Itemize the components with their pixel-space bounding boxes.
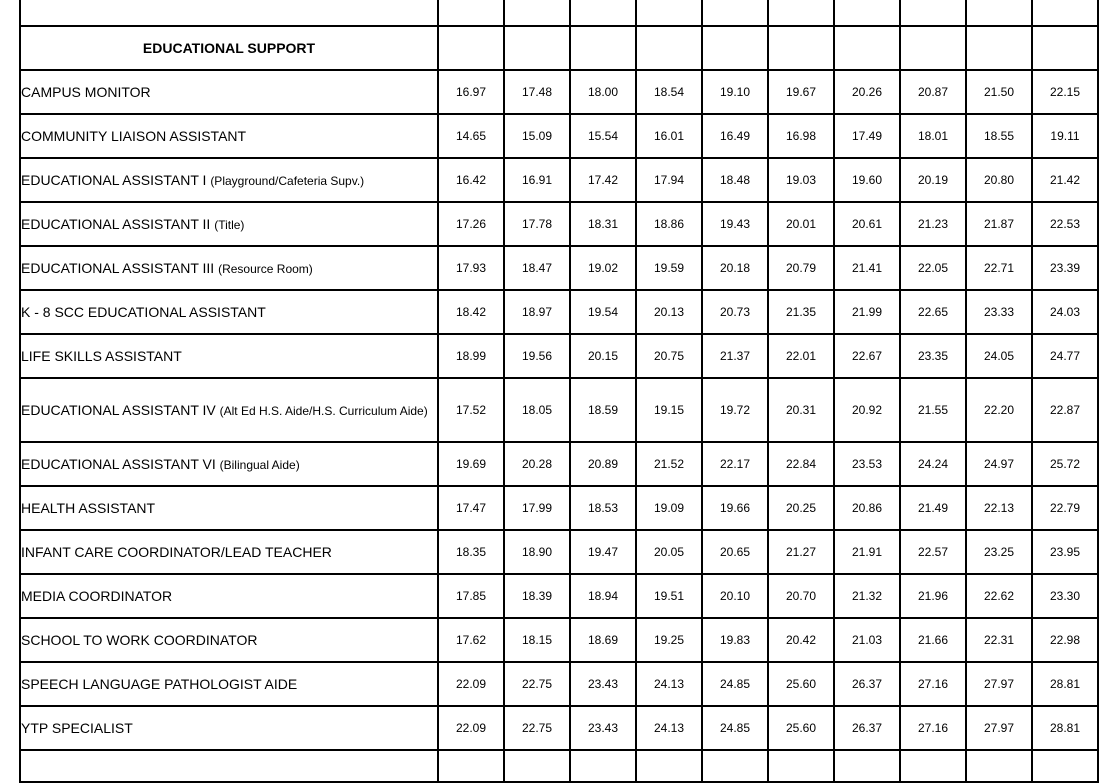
rate-cell: 22.67 bbox=[834, 334, 900, 378]
rate-cell: 21.50 bbox=[966, 70, 1032, 114]
rate-cell: 17.78 bbox=[504, 202, 570, 246]
rate-cell: 16.97 bbox=[438, 70, 504, 114]
rate-cell: 24.03 bbox=[1032, 290, 1098, 334]
section-title: EDUCATIONAL SUPPORT bbox=[20, 26, 438, 70]
blank-cell bbox=[702, 0, 768, 26]
blank-cell bbox=[1032, 750, 1098, 782]
rate-cell: 18.99 bbox=[438, 334, 504, 378]
rate-cell: 19.02 bbox=[570, 246, 636, 290]
position-title bbox=[20, 530, 438, 574]
rate-cell: 17.49 bbox=[834, 114, 900, 158]
blank-cell bbox=[834, 0, 900, 26]
rate-cell: 20.87 bbox=[900, 70, 966, 114]
rate-cell: 25.60 bbox=[768, 706, 834, 750]
rate-cell: 17.52 bbox=[438, 378, 504, 442]
rate-cell: 18.00 bbox=[570, 70, 636, 114]
position-title bbox=[20, 290, 438, 334]
rate-cell: 20.89 bbox=[570, 442, 636, 486]
rate-cell: 18.01 bbox=[900, 114, 966, 158]
rate-cell: 19.51 bbox=[636, 574, 702, 618]
rate-cell: 21.41 bbox=[834, 246, 900, 290]
position-name: CAMPUS MONITOR bbox=[21, 84, 151, 100]
rate-cell: 18.05 bbox=[504, 378, 570, 442]
rate-cell: 22.84 bbox=[768, 442, 834, 486]
position-note: (Title) bbox=[214, 217, 245, 232]
spacer-row-bottom bbox=[20, 750, 1098, 782]
blank-cell bbox=[900, 26, 966, 70]
rate-cell: 23.25 bbox=[966, 530, 1032, 574]
rate-cell: 22.71 bbox=[966, 246, 1032, 290]
rate-cell: 19.60 bbox=[834, 158, 900, 202]
rate-cell: 26.37 bbox=[834, 662, 900, 706]
blank-cell bbox=[570, 750, 636, 782]
rate-cell: 18.69 bbox=[570, 618, 636, 662]
rate-cell: 19.09 bbox=[636, 486, 702, 530]
blank-cell bbox=[966, 0, 1032, 26]
rate-cell: 22.09 bbox=[438, 662, 504, 706]
rate-cell: 18.15 bbox=[504, 618, 570, 662]
position-title bbox=[20, 246, 438, 290]
rate-cell: 27.16 bbox=[900, 706, 966, 750]
position-title bbox=[20, 442, 438, 486]
rate-cell: 21.52 bbox=[636, 442, 702, 486]
position-title bbox=[20, 618, 438, 662]
rate-cell: 19.56 bbox=[504, 334, 570, 378]
position-title bbox=[20, 662, 438, 706]
rate-cell: 22.13 bbox=[966, 486, 1032, 530]
table-row bbox=[20, 378, 1098, 442]
salary-schedule-sheet bbox=[19, 0, 1099, 783]
rate-cell: 21.87 bbox=[966, 202, 1032, 246]
rate-cell: 21.37 bbox=[702, 334, 768, 378]
position-title bbox=[20, 70, 438, 114]
blank-cell bbox=[768, 0, 834, 26]
blank-cell bbox=[636, 0, 702, 26]
table-row bbox=[20, 202, 1098, 246]
blank-cell bbox=[768, 26, 834, 70]
rate-cell: 19.03 bbox=[768, 158, 834, 202]
rate-cell: 15.09 bbox=[504, 114, 570, 158]
rate-cell: 17.26 bbox=[438, 202, 504, 246]
section-header-row bbox=[20, 26, 1098, 70]
table-row bbox=[20, 70, 1098, 114]
rate-cell: 23.30 bbox=[1032, 574, 1098, 618]
rate-cell: 25.60 bbox=[768, 662, 834, 706]
rate-cell: 17.85 bbox=[438, 574, 504, 618]
rate-cell: 22.20 bbox=[966, 378, 1032, 442]
rate-cell: 20.25 bbox=[768, 486, 834, 530]
rate-cell: 17.42 bbox=[570, 158, 636, 202]
rate-cell: 21.23 bbox=[900, 202, 966, 246]
rate-cell: 20.86 bbox=[834, 486, 900, 530]
position-note: (Alt Ed H.S. Aide/H.S. Curriculum Aide) bbox=[219, 403, 428, 418]
rate-cell: 21.66 bbox=[900, 618, 966, 662]
blank-cell bbox=[702, 26, 768, 70]
rate-cell: 21.03 bbox=[834, 618, 900, 662]
blank-cell bbox=[768, 750, 834, 782]
rate-cell: 20.18 bbox=[702, 246, 768, 290]
rate-cell: 19.11 bbox=[1032, 114, 1098, 158]
blank-cell bbox=[570, 0, 636, 26]
rate-cell: 23.53 bbox=[834, 442, 900, 486]
position-name: EDUCATIONAL ASSISTANT IV bbox=[21, 401, 220, 418]
position-name: MEDIA COORDINATOR bbox=[21, 588, 173, 604]
rate-cell: 22.65 bbox=[900, 290, 966, 334]
position-title bbox=[20, 574, 438, 618]
rate-cell: 22.98 bbox=[1032, 618, 1098, 662]
position-name: INFANT CARE COORDINATOR/LEAD TEACHER bbox=[21, 544, 332, 560]
table-row bbox=[20, 442, 1098, 486]
blank-cell bbox=[900, 750, 966, 782]
position-name: K - 8 SCC EDUCATIONAL ASSISTANT bbox=[21, 304, 266, 320]
blank-cell bbox=[438, 26, 504, 70]
rate-cell: 22.57 bbox=[900, 530, 966, 574]
rate-cell: 23.43 bbox=[570, 706, 636, 750]
position-title bbox=[20, 202, 438, 246]
position-name: COMMUNITY LIAISON ASSISTANT bbox=[21, 128, 247, 144]
rate-cell: 20.01 bbox=[768, 202, 834, 246]
position-name: EDUCATIONAL ASSISTANT III bbox=[21, 259, 219, 276]
rate-cell: 22.87 bbox=[1032, 378, 1098, 442]
rate-cell: 24.13 bbox=[636, 662, 702, 706]
rate-cell: 16.01 bbox=[636, 114, 702, 158]
rate-cell: 18.54 bbox=[636, 70, 702, 114]
rate-cell: 20.75 bbox=[636, 334, 702, 378]
rate-cell: 21.35 bbox=[768, 290, 834, 334]
blank-cell bbox=[504, 0, 570, 26]
spacer-row-top bbox=[20, 0, 1098, 26]
rate-cell: 16.49 bbox=[702, 114, 768, 158]
rate-cell: 19.47 bbox=[570, 530, 636, 574]
rate-cell: 20.42 bbox=[768, 618, 834, 662]
rate-cell: 17.62 bbox=[438, 618, 504, 662]
rate-cell: 18.35 bbox=[438, 530, 504, 574]
blank-cell bbox=[20, 750, 438, 782]
table-row bbox=[20, 486, 1098, 530]
position-name: YTP SPECIALIST bbox=[21, 720, 133, 736]
rate-cell: 22.75 bbox=[504, 662, 570, 706]
position-note: (Bilingual Aide) bbox=[219, 457, 300, 472]
position-title bbox=[20, 334, 438, 378]
rate-cell: 20.73 bbox=[702, 290, 768, 334]
rate-cell: 21.49 bbox=[900, 486, 966, 530]
blank-cell bbox=[966, 26, 1032, 70]
rate-cell: 21.99 bbox=[834, 290, 900, 334]
position-title bbox=[20, 378, 438, 442]
rate-cell: 19.10 bbox=[702, 70, 768, 114]
rate-cell: 19.69 bbox=[438, 442, 504, 486]
rate-cell: 18.90 bbox=[504, 530, 570, 574]
table-row bbox=[20, 618, 1098, 662]
rate-cell: 20.15 bbox=[570, 334, 636, 378]
rate-cell: 20.79 bbox=[768, 246, 834, 290]
rate-cell: 23.35 bbox=[900, 334, 966, 378]
rate-cell: 18.97 bbox=[504, 290, 570, 334]
rate-cell: 21.91 bbox=[834, 530, 900, 574]
rate-cell: 20.92 bbox=[834, 378, 900, 442]
rate-cell: 16.91 bbox=[504, 158, 570, 202]
rate-cell: 17.48 bbox=[504, 70, 570, 114]
rate-cell: 18.86 bbox=[636, 202, 702, 246]
rate-cell: 21.27 bbox=[768, 530, 834, 574]
rate-cell: 27.16 bbox=[900, 662, 966, 706]
rate-cell: 24.77 bbox=[1032, 334, 1098, 378]
rate-cell: 20.80 bbox=[966, 158, 1032, 202]
position-title bbox=[20, 486, 438, 530]
blank-cell bbox=[1032, 0, 1098, 26]
rate-cell: 19.66 bbox=[702, 486, 768, 530]
rate-cell: 20.70 bbox=[768, 574, 834, 618]
rate-cell: 19.83 bbox=[702, 618, 768, 662]
rate-cell: 19.54 bbox=[570, 290, 636, 334]
rate-cell: 27.97 bbox=[966, 706, 1032, 750]
table-row bbox=[20, 530, 1098, 574]
rate-cell: 19.72 bbox=[702, 378, 768, 442]
rate-cell: 17.47 bbox=[438, 486, 504, 530]
rate-cell: 23.43 bbox=[570, 662, 636, 706]
rate-cell: 19.59 bbox=[636, 246, 702, 290]
rate-cell: 16.98 bbox=[768, 114, 834, 158]
position-title bbox=[20, 158, 438, 202]
rate-cell: 20.10 bbox=[702, 574, 768, 618]
rate-cell: 22.05 bbox=[900, 246, 966, 290]
position-name: EDUCATIONAL ASSISTANT I bbox=[21, 171, 211, 188]
rate-cell: 18.31 bbox=[570, 202, 636, 246]
rate-cell: 18.94 bbox=[570, 574, 636, 618]
table-body bbox=[20, 0, 1098, 782]
rate-cell: 23.39 bbox=[1032, 246, 1098, 290]
rate-cell: 18.55 bbox=[966, 114, 1032, 158]
rate-cell: 22.75 bbox=[504, 706, 570, 750]
position-name: SPEECH LANGUAGE PATHOLOGIST AIDE bbox=[21, 676, 298, 692]
salary-table bbox=[19, 0, 1099, 783]
rate-cell: 19.15 bbox=[636, 378, 702, 442]
rate-cell: 22.09 bbox=[438, 706, 504, 750]
rate-cell: 27.97 bbox=[966, 662, 1032, 706]
rate-cell: 19.67 bbox=[768, 70, 834, 114]
blank-cell bbox=[438, 750, 504, 782]
rate-cell: 18.48 bbox=[702, 158, 768, 202]
rate-cell: 23.95 bbox=[1032, 530, 1098, 574]
position-note: (Playground/Cafeteria Supv.) bbox=[210, 173, 365, 188]
rate-cell: 24.97 bbox=[966, 442, 1032, 486]
rate-cell: 22.62 bbox=[966, 574, 1032, 618]
blank-cell bbox=[636, 26, 702, 70]
rate-cell: 20.05 bbox=[636, 530, 702, 574]
blank-cell bbox=[1032, 26, 1098, 70]
rate-cell: 19.43 bbox=[702, 202, 768, 246]
blank-cell bbox=[504, 750, 570, 782]
rate-cell: 20.26 bbox=[834, 70, 900, 114]
blank-cell bbox=[504, 26, 570, 70]
table-row bbox=[20, 114, 1098, 158]
rate-cell: 20.13 bbox=[636, 290, 702, 334]
position-note: (Resource Room) bbox=[218, 261, 313, 276]
rate-cell: 18.53 bbox=[570, 486, 636, 530]
rate-cell: 19.25 bbox=[636, 618, 702, 662]
blank-cell bbox=[636, 750, 702, 782]
position-name: EDUCATIONAL ASSISTANT II bbox=[21, 215, 215, 232]
blank-cell bbox=[834, 750, 900, 782]
position-name: SCHOOL TO WORK COORDINATOR bbox=[21, 632, 258, 648]
rate-cell: 22.01 bbox=[768, 334, 834, 378]
rate-cell: 20.31 bbox=[768, 378, 834, 442]
rate-cell: 20.19 bbox=[900, 158, 966, 202]
rate-cell: 17.94 bbox=[636, 158, 702, 202]
position-title bbox=[20, 706, 438, 750]
rate-cell: 22.15 bbox=[1032, 70, 1098, 114]
rate-cell: 22.79 bbox=[1032, 486, 1098, 530]
blank-cell bbox=[834, 26, 900, 70]
blank-cell bbox=[702, 750, 768, 782]
rate-cell: 21.55 bbox=[900, 378, 966, 442]
table-row bbox=[20, 706, 1098, 750]
position-name: LIFE SKILLS ASSISTANT bbox=[21, 348, 182, 364]
rate-cell: 18.59 bbox=[570, 378, 636, 442]
rate-cell: 16.42 bbox=[438, 158, 504, 202]
rate-cell: 28.81 bbox=[1032, 662, 1098, 706]
table-row bbox=[20, 246, 1098, 290]
rate-cell: 21.32 bbox=[834, 574, 900, 618]
table-row bbox=[20, 334, 1098, 378]
rate-cell: 20.61 bbox=[834, 202, 900, 246]
rate-cell: 20.65 bbox=[702, 530, 768, 574]
rate-cell: 24.85 bbox=[702, 662, 768, 706]
blank-cell bbox=[900, 0, 966, 26]
position-name: EDUCATIONAL ASSISTANT VI bbox=[21, 455, 220, 472]
blank-cell bbox=[966, 750, 1032, 782]
rate-cell: 22.53 bbox=[1032, 202, 1098, 246]
rate-cell: 24.85 bbox=[702, 706, 768, 750]
table-row bbox=[20, 290, 1098, 334]
table-row bbox=[20, 662, 1098, 706]
rate-cell: 25.72 bbox=[1032, 442, 1098, 486]
rate-cell: 21.42 bbox=[1032, 158, 1098, 202]
rate-cell: 24.13 bbox=[636, 706, 702, 750]
blank-cell bbox=[20, 0, 438, 26]
table-row bbox=[20, 158, 1098, 202]
position-name: HEALTH ASSISTANT bbox=[21, 500, 156, 516]
table-row bbox=[20, 574, 1098, 618]
rate-cell: 24.05 bbox=[966, 334, 1032, 378]
rate-cell: 15.54 bbox=[570, 114, 636, 158]
rate-cell: 17.93 bbox=[438, 246, 504, 290]
blank-cell bbox=[438, 0, 504, 26]
rate-cell: 18.39 bbox=[504, 574, 570, 618]
rate-cell: 22.17 bbox=[702, 442, 768, 486]
rate-cell: 23.33 bbox=[966, 290, 1032, 334]
rate-cell: 20.28 bbox=[504, 442, 570, 486]
rate-cell: 26.37 bbox=[834, 706, 900, 750]
rate-cell: 14.65 bbox=[438, 114, 504, 158]
rate-cell: 24.24 bbox=[900, 442, 966, 486]
rate-cell: 18.42 bbox=[438, 290, 504, 334]
rate-cell: 18.47 bbox=[504, 246, 570, 290]
rate-cell: 22.31 bbox=[966, 618, 1032, 662]
rate-cell: 28.81 bbox=[1032, 706, 1098, 750]
blank-cell bbox=[570, 26, 636, 70]
position-title bbox=[20, 114, 438, 158]
rate-cell: 21.96 bbox=[900, 574, 966, 618]
rate-cell: 17.99 bbox=[504, 486, 570, 530]
